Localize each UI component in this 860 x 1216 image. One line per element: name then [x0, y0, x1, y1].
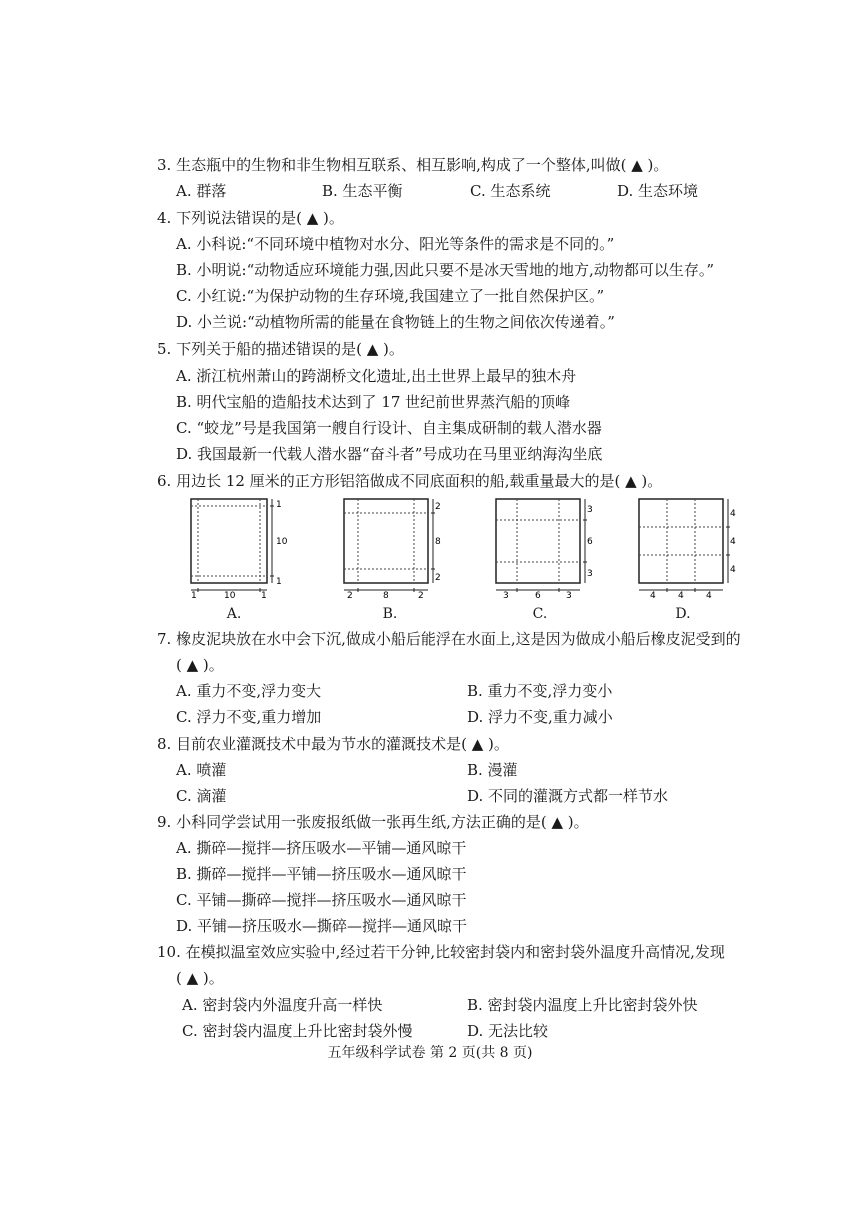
- question-8-option-c: C. 滴灌: [176, 787, 227, 805]
- question-7-option-c: C. 浮力不变,重力增加: [176, 708, 322, 726]
- figure-a-side-1: 1: [276, 500, 282, 510]
- figure-c-side-1: 3: [587, 505, 593, 515]
- question-4-option-d: D. 小兰说:“动植物所需的能量在食物链上的生物之间依次传递着。”: [176, 313, 615, 331]
- question-4-option-a: A. 小科说:“不同环境中植物对水分、阳光等条件的需求是不同的。”: [176, 235, 615, 253]
- question-10-option-a: A. 密封袋内外温度升高一样快: [182, 996, 383, 1014]
- figure-c-bottom-3: 3: [566, 591, 572, 598]
- figure-a: [190, 498, 290, 598]
- question-3-option-b: B. 生态平衡: [322, 182, 403, 200]
- question-7-option-d: D. 浮力不变,重力减小: [467, 708, 613, 726]
- question-9-stem: 9. 小科同学尝试用一张废报纸做一张再生纸,方法正确的是( ▲ )。: [157, 813, 589, 831]
- figure-b-side-2: 8: [435, 537, 441, 547]
- figure-b-side-1: 2: [435, 502, 441, 512]
- question-7-stem-continued: ( ▲ )。: [176, 656, 224, 674]
- question-9-option-d: D. 平铺—挤压吸水—撕碎—搅拌—通风晾干: [176, 917, 468, 935]
- question-5-option-a: A. 浙江杭州萧山的跨湖桥文化遗址,出土世界上最早的独木舟: [176, 367, 577, 385]
- question-8-option-d: D. 不同的灌溉方式都一样节水: [467, 787, 669, 805]
- question-5-option-d: D. 我国最新一代载人潜水器“奋斗者”号成功在马里亚纳海沟坐底: [176, 445, 603, 463]
- question-10-stem: 10. 在模拟温室效应实验中,经过若干分钟,比较密封袋内和密封袋外温度升高情况,发现: [157, 943, 725, 961]
- question-8-option-a: A. 喷灌: [176, 761, 227, 779]
- figure-d: [638, 498, 738, 598]
- figure-b-bottom-1: 2: [347, 591, 353, 598]
- question-5-option-b: B. 明代宝船的造船技术达到了 17 世纪前世界蒸汽船的顶峰: [176, 393, 571, 411]
- page-footer: 五年级科学试卷 第 2 页(共 8 页): [327, 1045, 533, 1061]
- question-5-option-c: C. “蛟龙”号是我国第一艘自行设计、自主集成研制的载人潜水器: [176, 419, 602, 437]
- question-3-option-d: D. 生态环境: [617, 182, 699, 200]
- question-4-option-c: C. 小红说:“为保护动物的生存环境,我国建立了一批自然保护区。”: [176, 287, 605, 305]
- figure-a-bottom-1: 1: [191, 591, 197, 598]
- figure-c-side-3: 3: [587, 569, 593, 579]
- question-8-option-b: B. 漫灌: [467, 761, 518, 779]
- figure-a-label: A.: [226, 606, 242, 622]
- question-10-option-b: B. 密封袋内温度上升比密封袋外快: [467, 996, 698, 1014]
- question-10-option-d: D. 无法比较: [467, 1022, 549, 1040]
- question-7-option-a: A. 重力不变,浮力变大: [176, 682, 322, 700]
- figure-a-bottom-2: 10: [224, 591, 236, 598]
- figure-b-label: B.: [382, 606, 398, 622]
- figure-c-bottom-2: 6: [535, 591, 541, 598]
- question-9-option-b: B. 撕碎—搅拌—平铺—挤压吸水—通风晾干: [176, 865, 467, 883]
- figure-b-side-3: 2: [435, 573, 441, 583]
- figure-a-side-2: 10: [276, 537, 288, 547]
- figure-d-side-3: 4: [730, 565, 736, 575]
- figure-a-side-3: 1: [276, 577, 282, 587]
- question-10-option-c: C. 密封袋内温度上升比密封袋外慢: [182, 1022, 413, 1040]
- figure-b-bottom-2: 8: [383, 591, 389, 598]
- figure-d-label: D.: [675, 606, 691, 622]
- figure-c-side-2: 6: [587, 537, 593, 547]
- figure-d-bottom-3: 4: [706, 591, 712, 598]
- question-3-option-c: C. 生态系统: [470, 182, 551, 200]
- question-4-option-b: B. 小明说:“动物适应环境能力强,因此只要不是冰天雪地的地方,动物都可以生存。”: [176, 261, 714, 279]
- question-4-stem: 4. 下列说法错误的是( ▲ )。: [157, 209, 344, 227]
- figure-d-bottom-1: 4: [650, 591, 656, 598]
- question-3-stem: 3. 生态瓶中的生物和非生物相互联系、相互影响,构成了一个整体,叫做( ▲ )。: [157, 156, 669, 174]
- question-5-stem: 5. 下列关于船的描述错误的是( ▲ )。: [157, 340, 404, 358]
- figure-c-bottom-1: 3: [503, 591, 509, 598]
- figure-b-bottom-3: 2: [418, 591, 424, 598]
- question-9-option-c: C. 平铺—撕碎—搅拌—挤压吸水—通风晾干: [176, 891, 467, 909]
- figure-b: [343, 498, 443, 598]
- figure-d-bottom-2: 4: [678, 591, 684, 598]
- figure-c: [495, 498, 595, 598]
- question-6-stem: 6. 用边长 12 厘米的正方形铝箔做成不同底面积的船,载重量最大的是( ▲ )。: [157, 472, 663, 490]
- figure-a-bottom-3: 1: [261, 591, 267, 598]
- question-7-option-b: B. 重力不变,浮力变小: [467, 682, 613, 700]
- figure-d-side-2: 4: [730, 537, 736, 547]
- question-9-option-a: A. 撕碎—搅拌—挤压吸水—平铺—通风晾干: [176, 839, 467, 857]
- figure-c-label: C.: [532, 606, 548, 622]
- figure-d-side-1: 4: [730, 509, 736, 519]
- question-7-stem: 7. 橡皮泥块放在水中会下沉,做成小船后能浮在水面上,这是因为做成小船后橡皮泥受到的: [157, 630, 741, 648]
- question-3-option-a: A. 群落: [176, 182, 227, 200]
- question-10-stem-continued: ( ▲ )。: [176, 969, 224, 987]
- question-8-stem: 8. 目前农业灌溉技术中最为节水的灌溉技术是( ▲ )。: [157, 735, 509, 753]
